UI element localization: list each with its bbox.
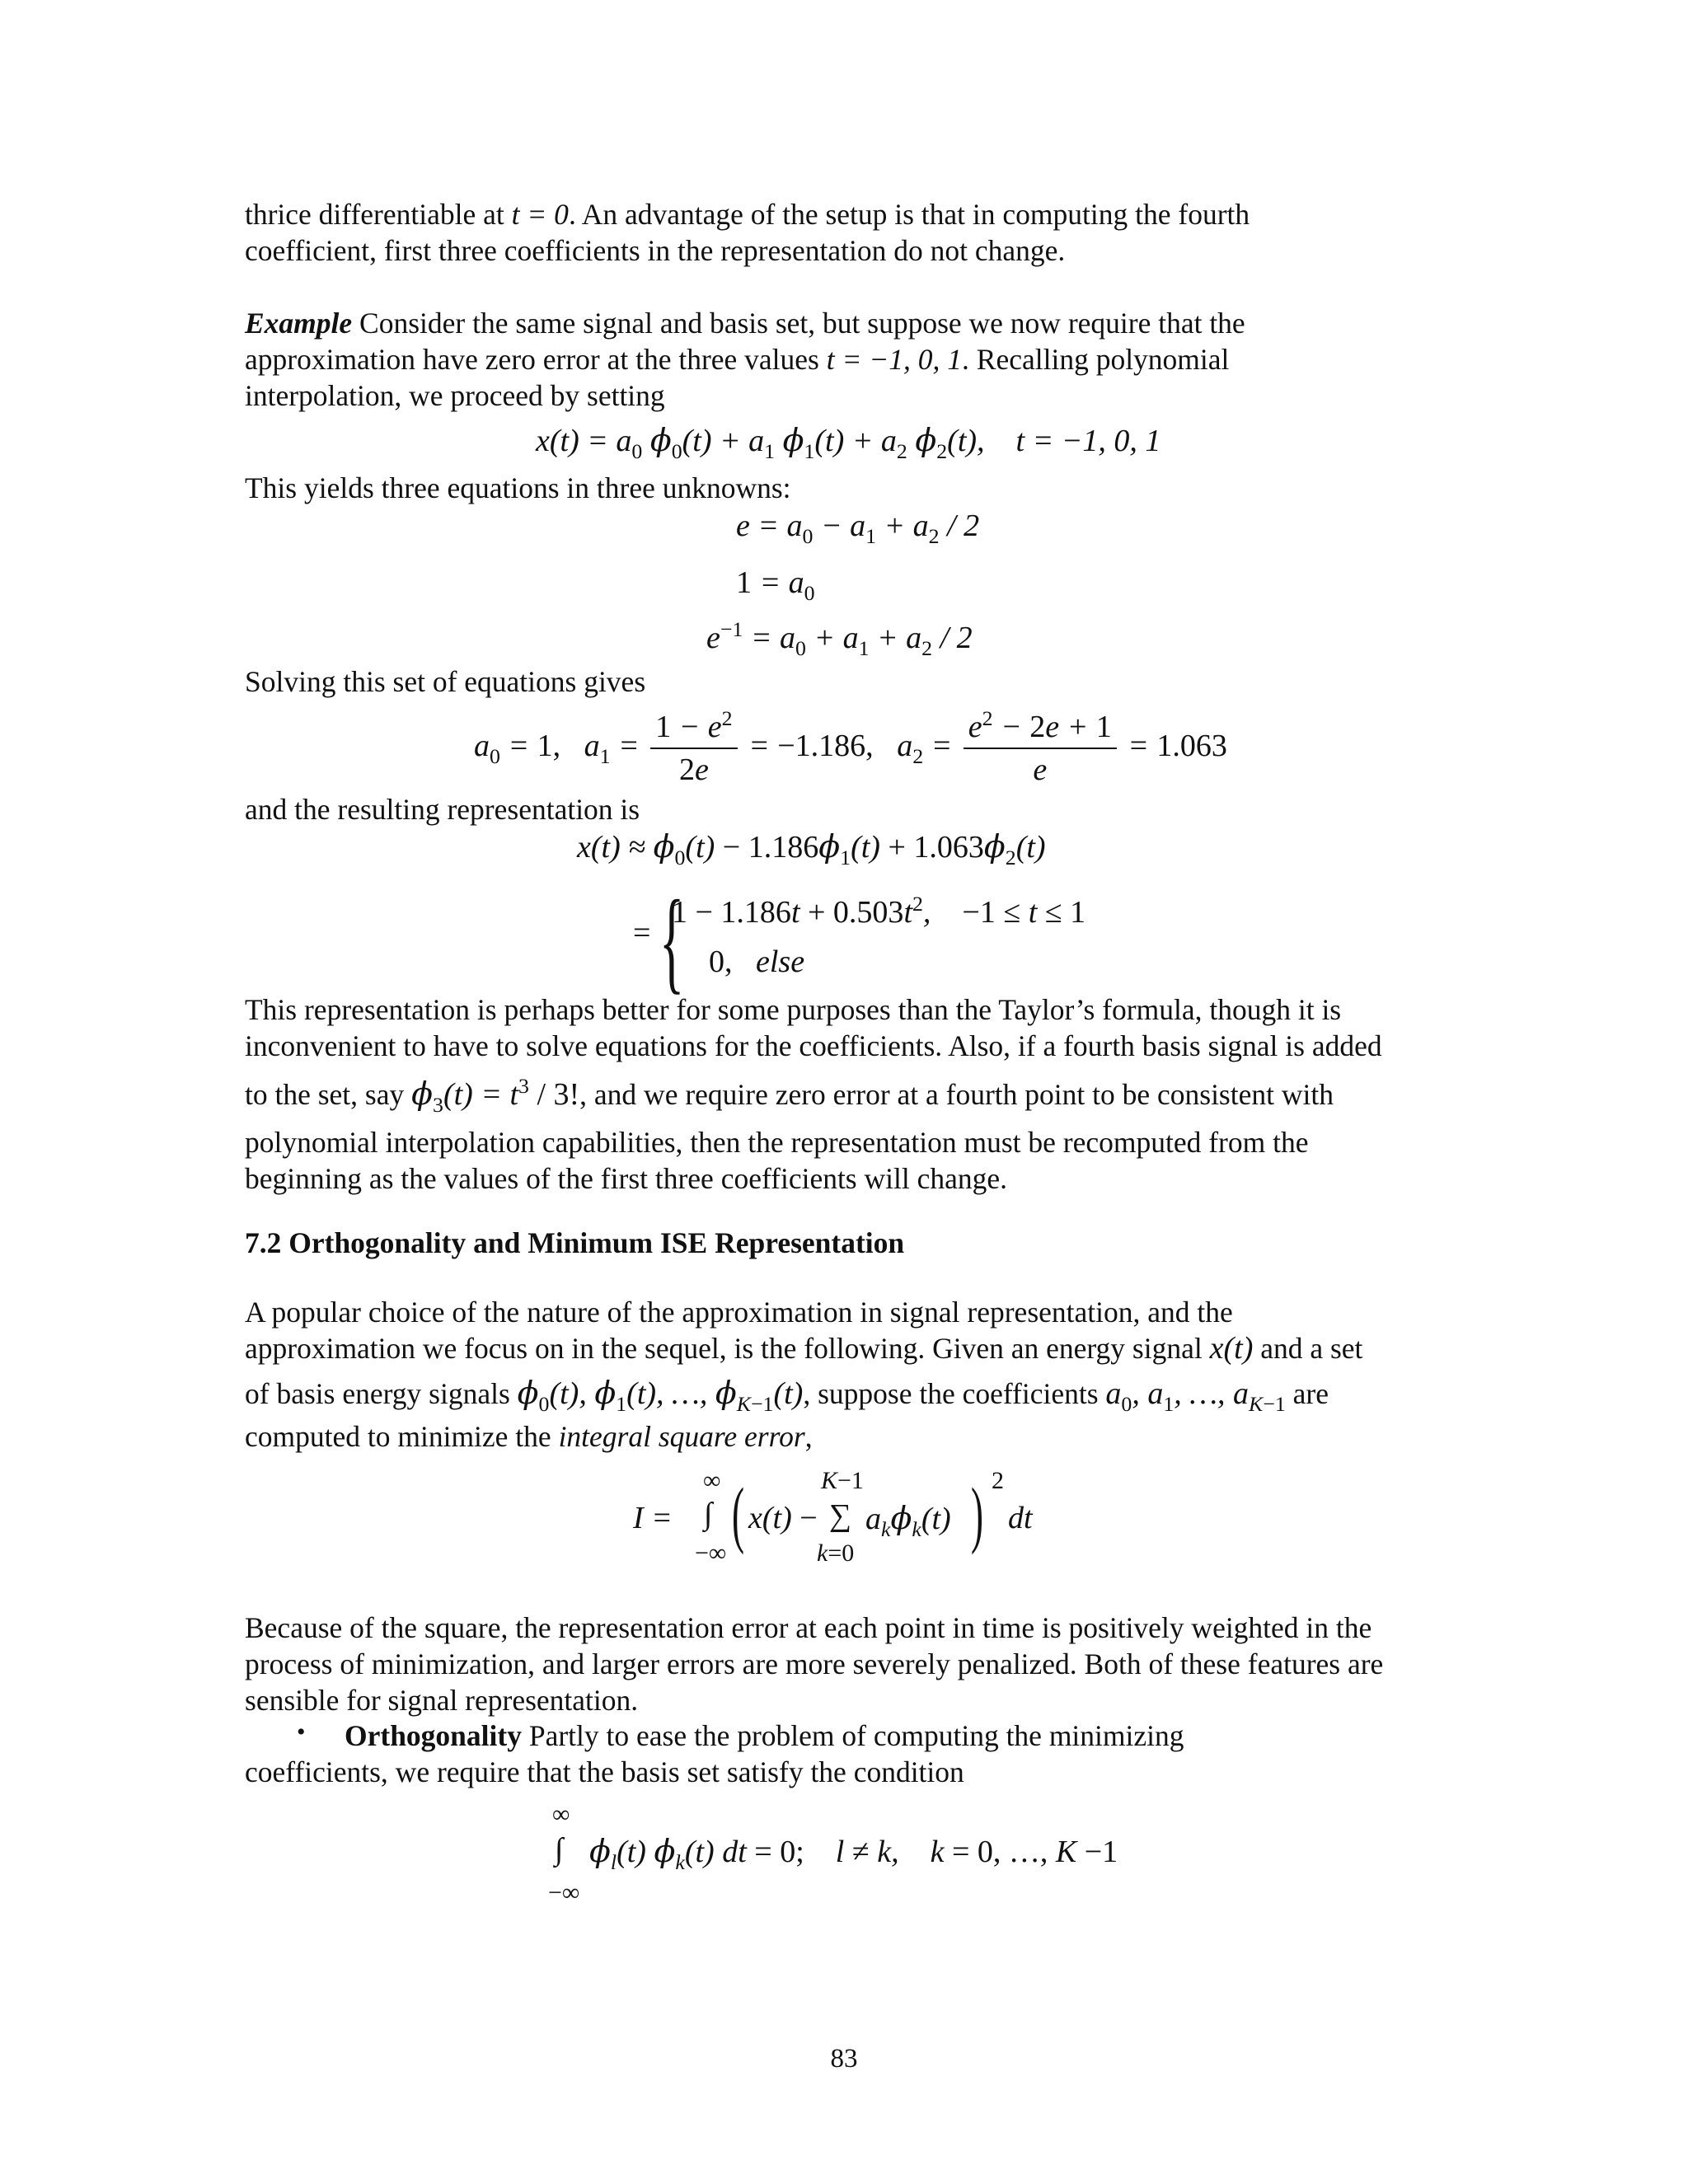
text-span: This representation is perhaps better for some purposes than the Taylor’s formula, though it is bbox=[245, 993, 1342, 1026]
text-span: , and we require zero error at a fourth point to be consistent with bbox=[579, 1078, 1334, 1111]
fraction-a1: $\frac{1 - e^2}{2e}$ bbox=[650, 706, 737, 790]
text-span: polynomial interpolation capabilities, then the representation must be recomputed from the bbox=[245, 1126, 1309, 1159]
paragraph-square-weighting bbox=[245, 1610, 1440, 1718]
paragraph-continuation bbox=[245, 196, 1440, 269]
paragraph-comparison-cont bbox=[245, 1073, 1440, 1197]
text-span: Consider the same signal and basis set, but suppose we now require that the bbox=[359, 307, 1245, 340]
equation-system-row3: $e^{-1} = a_0 + a_1 + a_2 / 2$ bbox=[706, 616, 973, 661]
paragraph-condition bbox=[245, 1754, 1440, 1790]
section-heading: 7.2 Orthogonality and Minimum ISE Representation bbox=[245, 1226, 905, 1259]
paragraph-comparison bbox=[245, 991, 1440, 1064]
equals-sign: = bbox=[633, 916, 651, 950]
math-inline: x(t) bbox=[1209, 1331, 1254, 1366]
text-span: of basis energy signals bbox=[245, 1377, 510, 1410]
bullet-icon: • bbox=[297, 1718, 306, 1746]
text-span: interpolation, we proceed by setting bbox=[245, 379, 665, 412]
piecewise-case2: 0, else bbox=[709, 944, 805, 979]
text-span: A popular choice of the nature of the approximation in signal representation, and the bbox=[245, 1296, 1233, 1329]
text-span: process of minimization, and larger errors are more severely penalized. Both of these features are bbox=[245, 1647, 1384, 1680]
bullet-orthogonality bbox=[345, 1718, 1416, 1754]
text-span: thrice differentiable at bbox=[245, 198, 504, 231]
math-inline: $\phi_3(t) = t^3 / 3$! bbox=[411, 1073, 580, 1118]
page-number: 83 bbox=[830, 2044, 858, 2074]
text-span: Because of the square, the representation error at each point in time is positively weighted in the bbox=[245, 1611, 1372, 1644]
text-span: approximation we focus on in the sequel, is the following. Given an energy signal bbox=[245, 1332, 1203, 1365]
text-span: coefficients, we require that the basis set satisfy the condition bbox=[245, 1755, 964, 1788]
text-span: coefficient, first three coefficients in the representation do not change. bbox=[245, 234, 1066, 267]
text-span: sensible for signal representation. bbox=[245, 1684, 639, 1717]
text-span: beginning as the values of the first three coefficients will change. bbox=[245, 1162, 1007, 1195]
math-inline: t = 0 bbox=[511, 198, 569, 231]
bullet-label: Orthogonality bbox=[345, 1719, 522, 1752]
text-span: Solving this set of equations gives bbox=[245, 665, 646, 698]
math-inline: $a_0$, $a_1$, …, $a_{K-1}$ bbox=[1105, 1376, 1286, 1417]
equation-system-row1: $e = a_0 - a_1 + a_2 / 2$ bbox=[736, 509, 980, 549]
text-span: This yields three equations in three unknowns: bbox=[245, 471, 791, 504]
text-span: approximation have zero error at the three values bbox=[245, 343, 819, 376]
example-label: Example bbox=[245, 307, 353, 340]
text-span: , bbox=[804, 1420, 813, 1453]
equation-system-row2: $1 = a_0$ bbox=[736, 565, 815, 606]
math-inline: $\phi_0(t)$, $\phi_1(t)$, …, $\phi_{K-1}(t)$ bbox=[517, 1375, 804, 1417]
text-span: , suppose the coefficients bbox=[803, 1377, 1099, 1410]
paragraph-resulting bbox=[245, 791, 1440, 827]
text-span: Partly to ease the problem of computing the minimizing bbox=[528, 1719, 1184, 1752]
equation-solution: $a_0 = 1$, $a_1$ = $\frac{1 - e^2}{2e}$ = −1.186, $a_2$ = $\frac{e^2 - 2e + 1}{e}$ = 1.063 bbox=[474, 705, 1227, 790]
text-span: inconvenient to have to solve equations for the coefficients. Also, if a fourth basis signal is added bbox=[245, 1029, 1382, 1062]
example-paragraph bbox=[245, 305, 1440, 414]
equation-representation: $x(t) \approx \phi_0(t) - 1.186\phi_1(t) + 1.063\phi_2(t)$ bbox=[577, 828, 1046, 870]
text-span: are bbox=[1292, 1377, 1329, 1410]
document-page: thrice differentiable at t = 0. An advantage of the setup is that in computing the fourth coefficient, first three coefficients in the representation do not change. Example Consider the same signal and basis set, but suppose we now require that the approximation have zero error at the three values t = −1, 0, 1. Recalling polynomial interpolation, we proceed by setting $x(t) = a_0$ $\phi_0(t) + a_1$ $\phi_1(t) + a_2$ $\phi_2(t)$, t = −1, 0, 1 This yields three equations in three unknowns: $e = a_0 - a_1 + a_2 / 2$ $1 = a_0$ $e^{-1} = a_0 + a_1 + a_2 / 2$ Solving this set of equations gives $a_0 = 1$, $a_1$ = $\frac{1 - e^2}{2e}$ = −1.186, $a_2$ = $\frac{e^2 - 2e + 1}{e}$ = 1.063 and the resulting representation is $x(t) \approx \phi_0(t) - 1.186\phi_1(t) + 1.063\phi_2(t)$ = { $1 - 1.186t + 0.503t^2$, −1 ≤ t ≤ 1 0, else This representation is perhaps better for some purposes than the Taylor’s formula, though it is inconvenient to have to solve equations for the coefficients. Also, if a fourth basis signal is added to the set, say $\phi_3(t) = t^3 / 3$!, and we require zero error at a fourth point to be consistent with polynomial interpolation capabilities, then the representation must be recomputed from the beginning as the values of the first three coefficients will change. 7.2 Orthogonality and Minimum ISE Representation A popular choice of the nature of the approximation in signal representation, and the approximation we focus on in the sequel, is the following. Given an energy signal x(t) and a set of basis energy signals $\phi_0(t)$, $\phi_1(t)$, …, $\phi_{K-1}(t)$, suppose the coefficients $a_0$, $a_1$, …, $a_{K-1}$ are computed to minimize the integral square error, I = ∞ ∫ −∞ ( x(t) − K−1 ∑ k=0 $a_k\phi_k(t)$ ) 2 dt Because of the square, the representation error at each point in time is positively weighted in the process of minimization, and larger errors are more severely penalized. Both of these features are sensible for signal representation. • Orthogonality Partly to ease the problem of computing the minimizing coefficients, we require that the basis set satisfy the condition ∞ ∫ −∞ $\phi_l(t)$ $\phi_k(t)$ dt = 0; l ≠ k, k = 0, …, K −1 83 bbox=[0, 0, 1688, 2184]
text-span: to the set, say bbox=[245, 1078, 405, 1111]
text-span: . Recalling polynomial bbox=[962, 343, 1230, 376]
math-inline: t = −1, 0, 1 bbox=[826, 343, 963, 376]
paragraph-ise-intro: A popular choice of the nature of the approximation in signal representation, and the approximation we focus on in the sequel, is the following. Given an energy signal x(t) and a set bbox=[245, 1296, 1363, 1366]
brace-symbol: { bbox=[659, 877, 685, 1005]
text-span: and the resulting representation is bbox=[245, 793, 640, 826]
text-span: . An advantage of the setup is that in computing the fourth bbox=[568, 198, 1250, 231]
paragraph-solving bbox=[245, 663, 1440, 700]
text-italic: integral square error bbox=[558, 1420, 805, 1453]
fraction-a2: $\frac{e^2 - 2e + 1}{e}$ bbox=[964, 706, 1117, 790]
paragraph-yields bbox=[245, 470, 1440, 506]
text-span: computed to minimize the bbox=[245, 1420, 551, 1453]
paragraph-ise-cont bbox=[245, 1375, 1440, 1455]
equation-interpolation: $x(t) = a_0$ $\phi_0(t) + a_1$ $\phi_1(t) + a_2$ $\phi_2(t)$, t = −1, 0, 1 bbox=[536, 422, 1161, 464]
piecewise-case1: $1 - 1.186t + 0.503t^2$, −1 ≤ t ≤ 1 bbox=[672, 891, 1086, 930]
